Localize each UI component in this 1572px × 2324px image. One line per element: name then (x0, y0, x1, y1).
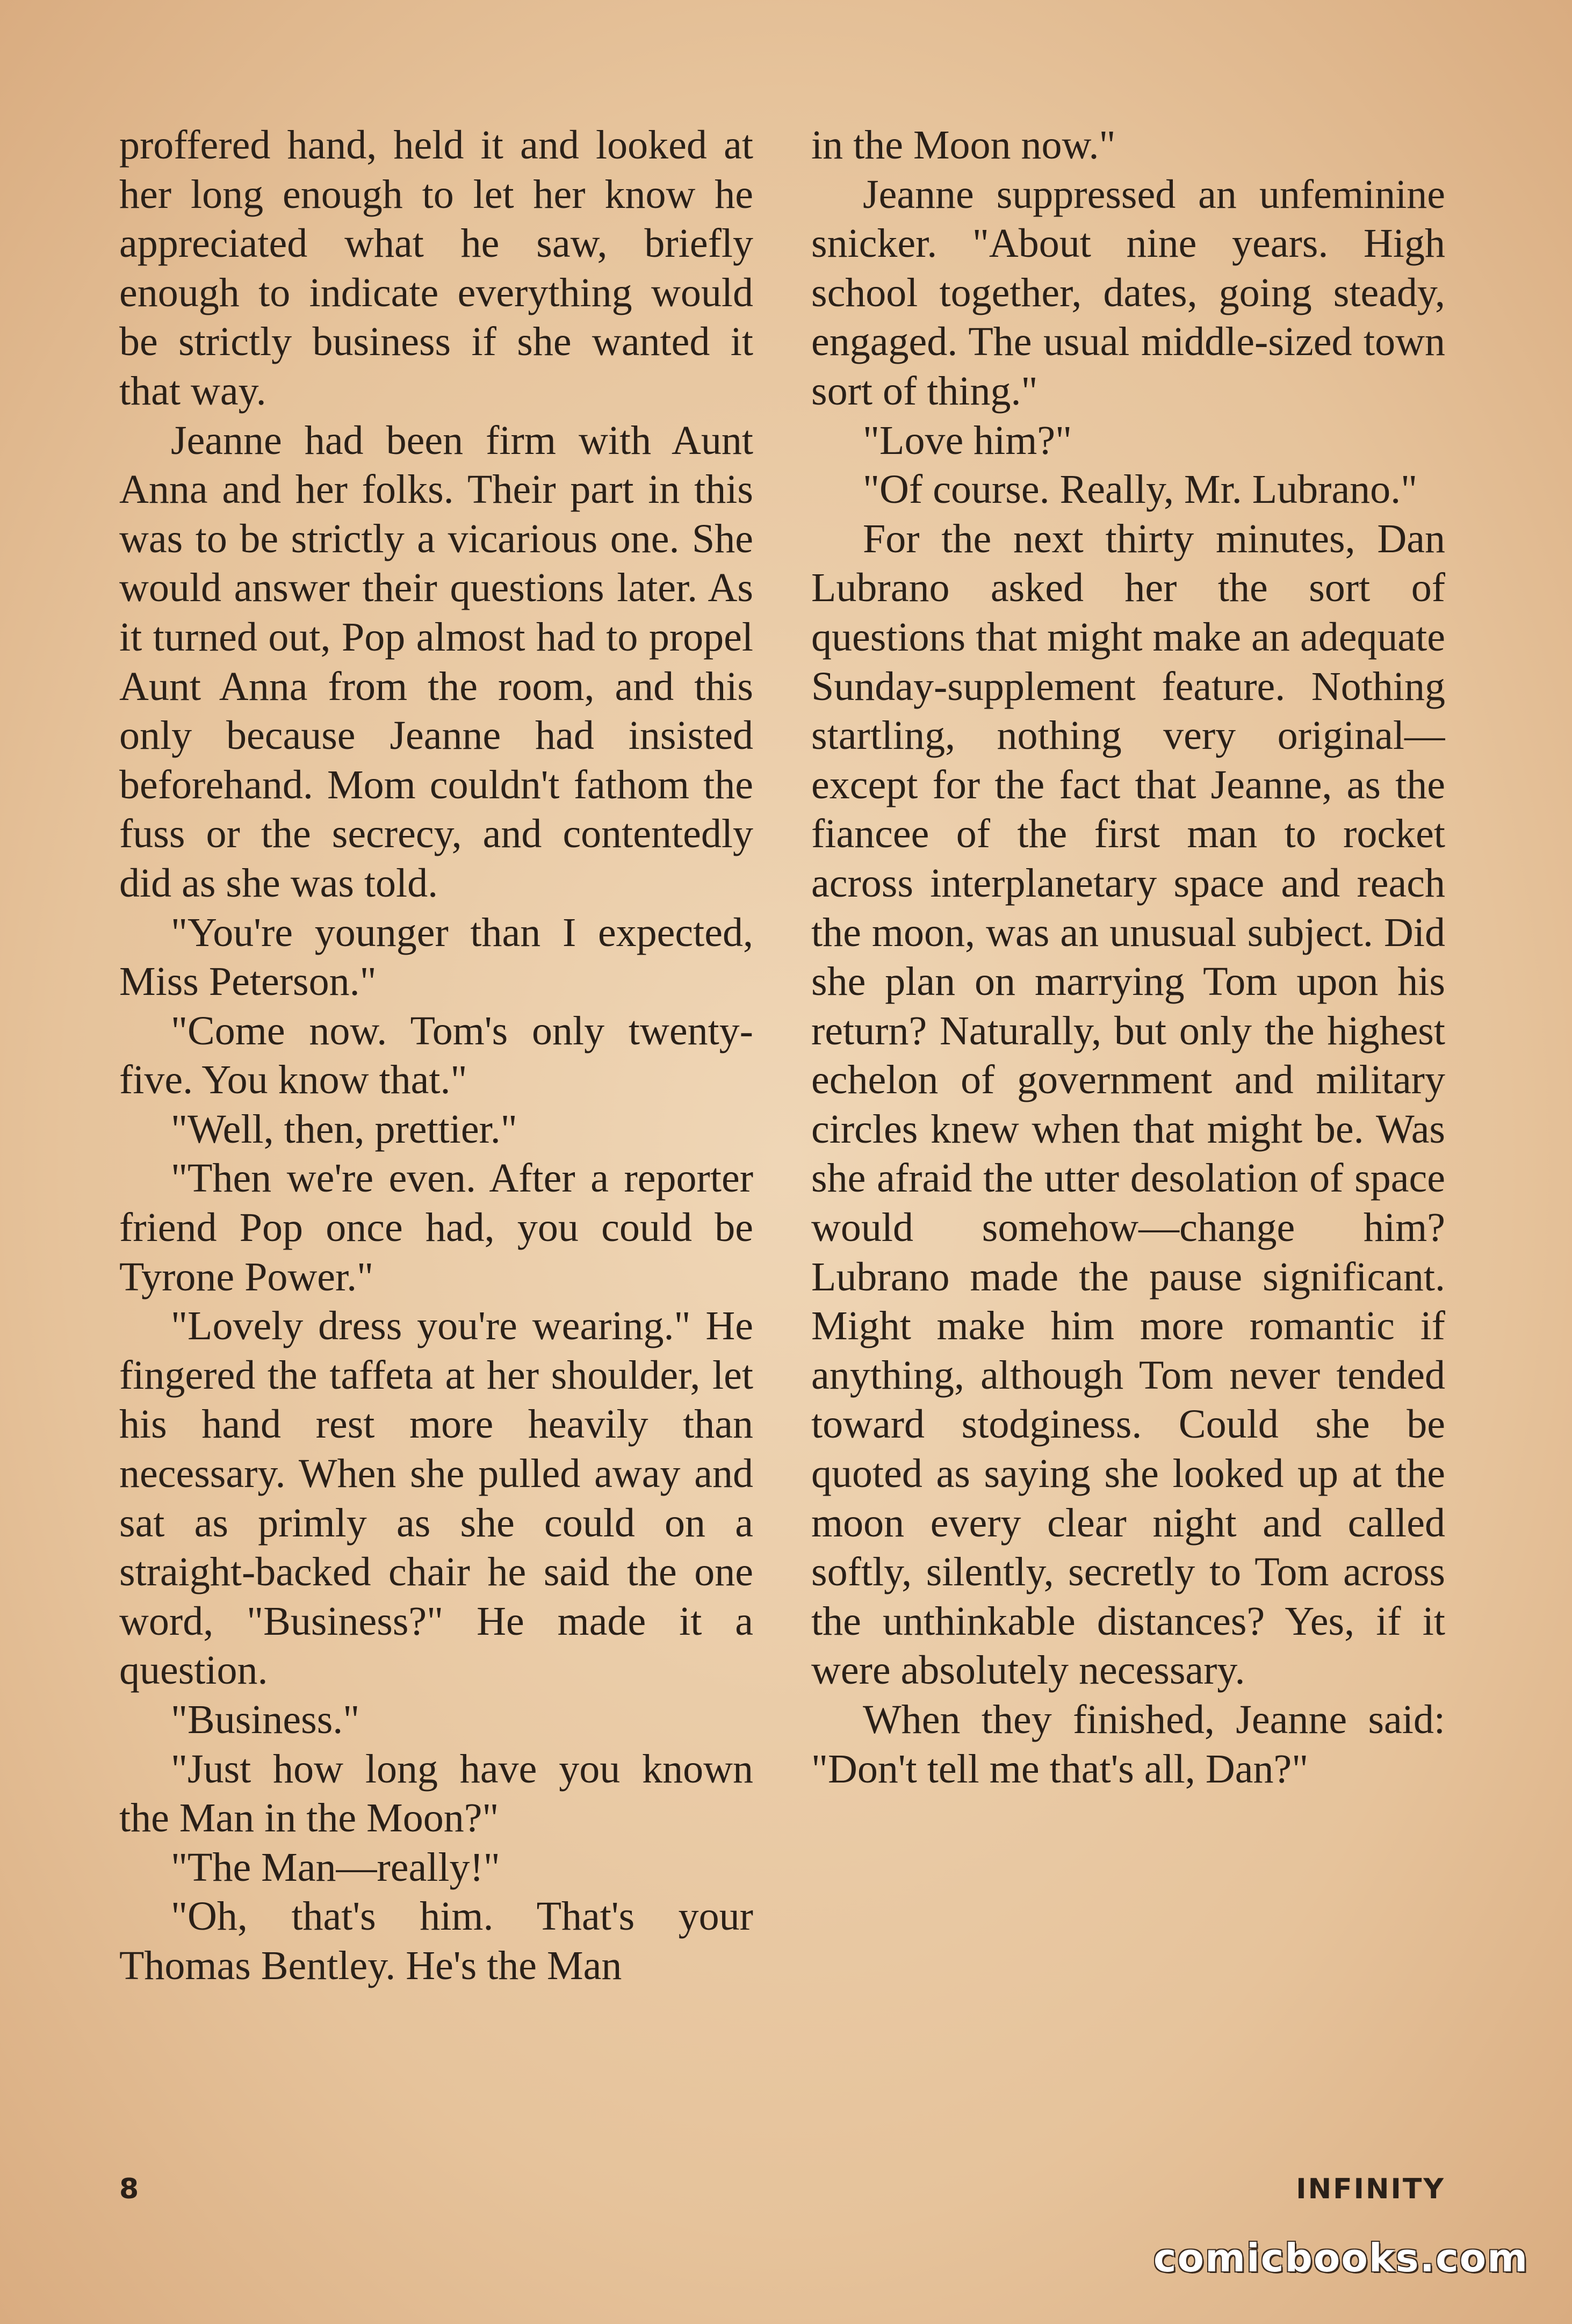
paragraph: When they finished, Jeanne said: "Don't tell me that's all, Dan?" (811, 1697, 1445, 1792)
left-text-column (119, 121, 753, 2173)
paragraph: Jeanne had been firm with Aunt Anna and her folks. Their part in this was to be strictly a vicarious one. She would answer their questions later. As it turned out, Pop almost had to propel Aunt Anna from the room, and this only because Jeanne had insisted beforehand. Mom couldn't fathom the fuss or the secrecy, and contentedly did as she was told. (119, 417, 753, 906)
paragraph: Jeanne suppressed an unfeminine snicker. "About nine years. High school together, dates, going steady, engaged. The usual middle-sized town sort of thing." (811, 171, 1445, 414)
paragraph: "Just how long have you known the Man in the Moon?" (119, 1746, 753, 1841)
paragraph: "Business." (171, 1697, 360, 1742)
page-number: 8 (119, 2173, 139, 2205)
paragraph: "The Man—really!" (171, 1844, 500, 1890)
paragraph: "Of course. Really, Mr. Lubrano." (863, 467, 1418, 513)
paragraph: For the next thirty minutes, Dan Lubrano asked her the sort of questions that might make an adequate Sunday-supplement feature. Nothing startling, nothing very original—except for the fact that Jeanne, as the fiancee of the first man to rocket across interplanetary space and reach the moon, was an unusual subject. Did she plan on marrying Tom upon his return? Naturally, but only the highest echelon of government and military circles knew when that might be. Was she afraid the utter desolation of space would somehow—change him? Lubrano made the pause significant. Might make him more romantic if anything, although Tom never tended toward stodginess. Could she be quoted as saying she looked up at the moon every clear night and called softly, silently, secretly to Tom across the unthinkable distances? Yes, if it were absolutely necessary. (811, 516, 1445, 1693)
paragraph: proffered hand, held it and looked at her long enough to let her know he appreciated what he saw, briefly enough to indicate everything would be strictly business if she wanted it that way. (119, 122, 753, 414)
right-text-column (811, 121, 1445, 2173)
running-title: INFINITY (1296, 2173, 1445, 2205)
paragraph: "Love him?" (863, 417, 1072, 463)
paragraph: "Then we're even. After a reporter friend Pop once had, you could be Tyrone Power." (119, 1156, 753, 1300)
paragraph: "Come now. Tom's only twenty-five. You know that." (119, 1008, 753, 1103)
paragraph: "Well, then, prettier." (171, 1106, 517, 1152)
paragraph: in the Moon now." (811, 122, 1116, 168)
paragraph: "You're younger than I expected, Miss Peterson." (119, 910, 753, 1005)
paragraph: "Lovely dress you're wearing." He fingered the taffeta at her shoulder, let his hand rest more heavily than necessary. When she pulled away and sat as primly as she could on a straight-backed chair he said the one word, "Business?" He made it a question. (119, 1303, 753, 1693)
paragraph: "Oh, that's him. That's your Thomas Bentley. He's the Man (119, 1894, 753, 1988)
watermark-logo: comicbooks.com (1153, 2235, 1529, 2280)
